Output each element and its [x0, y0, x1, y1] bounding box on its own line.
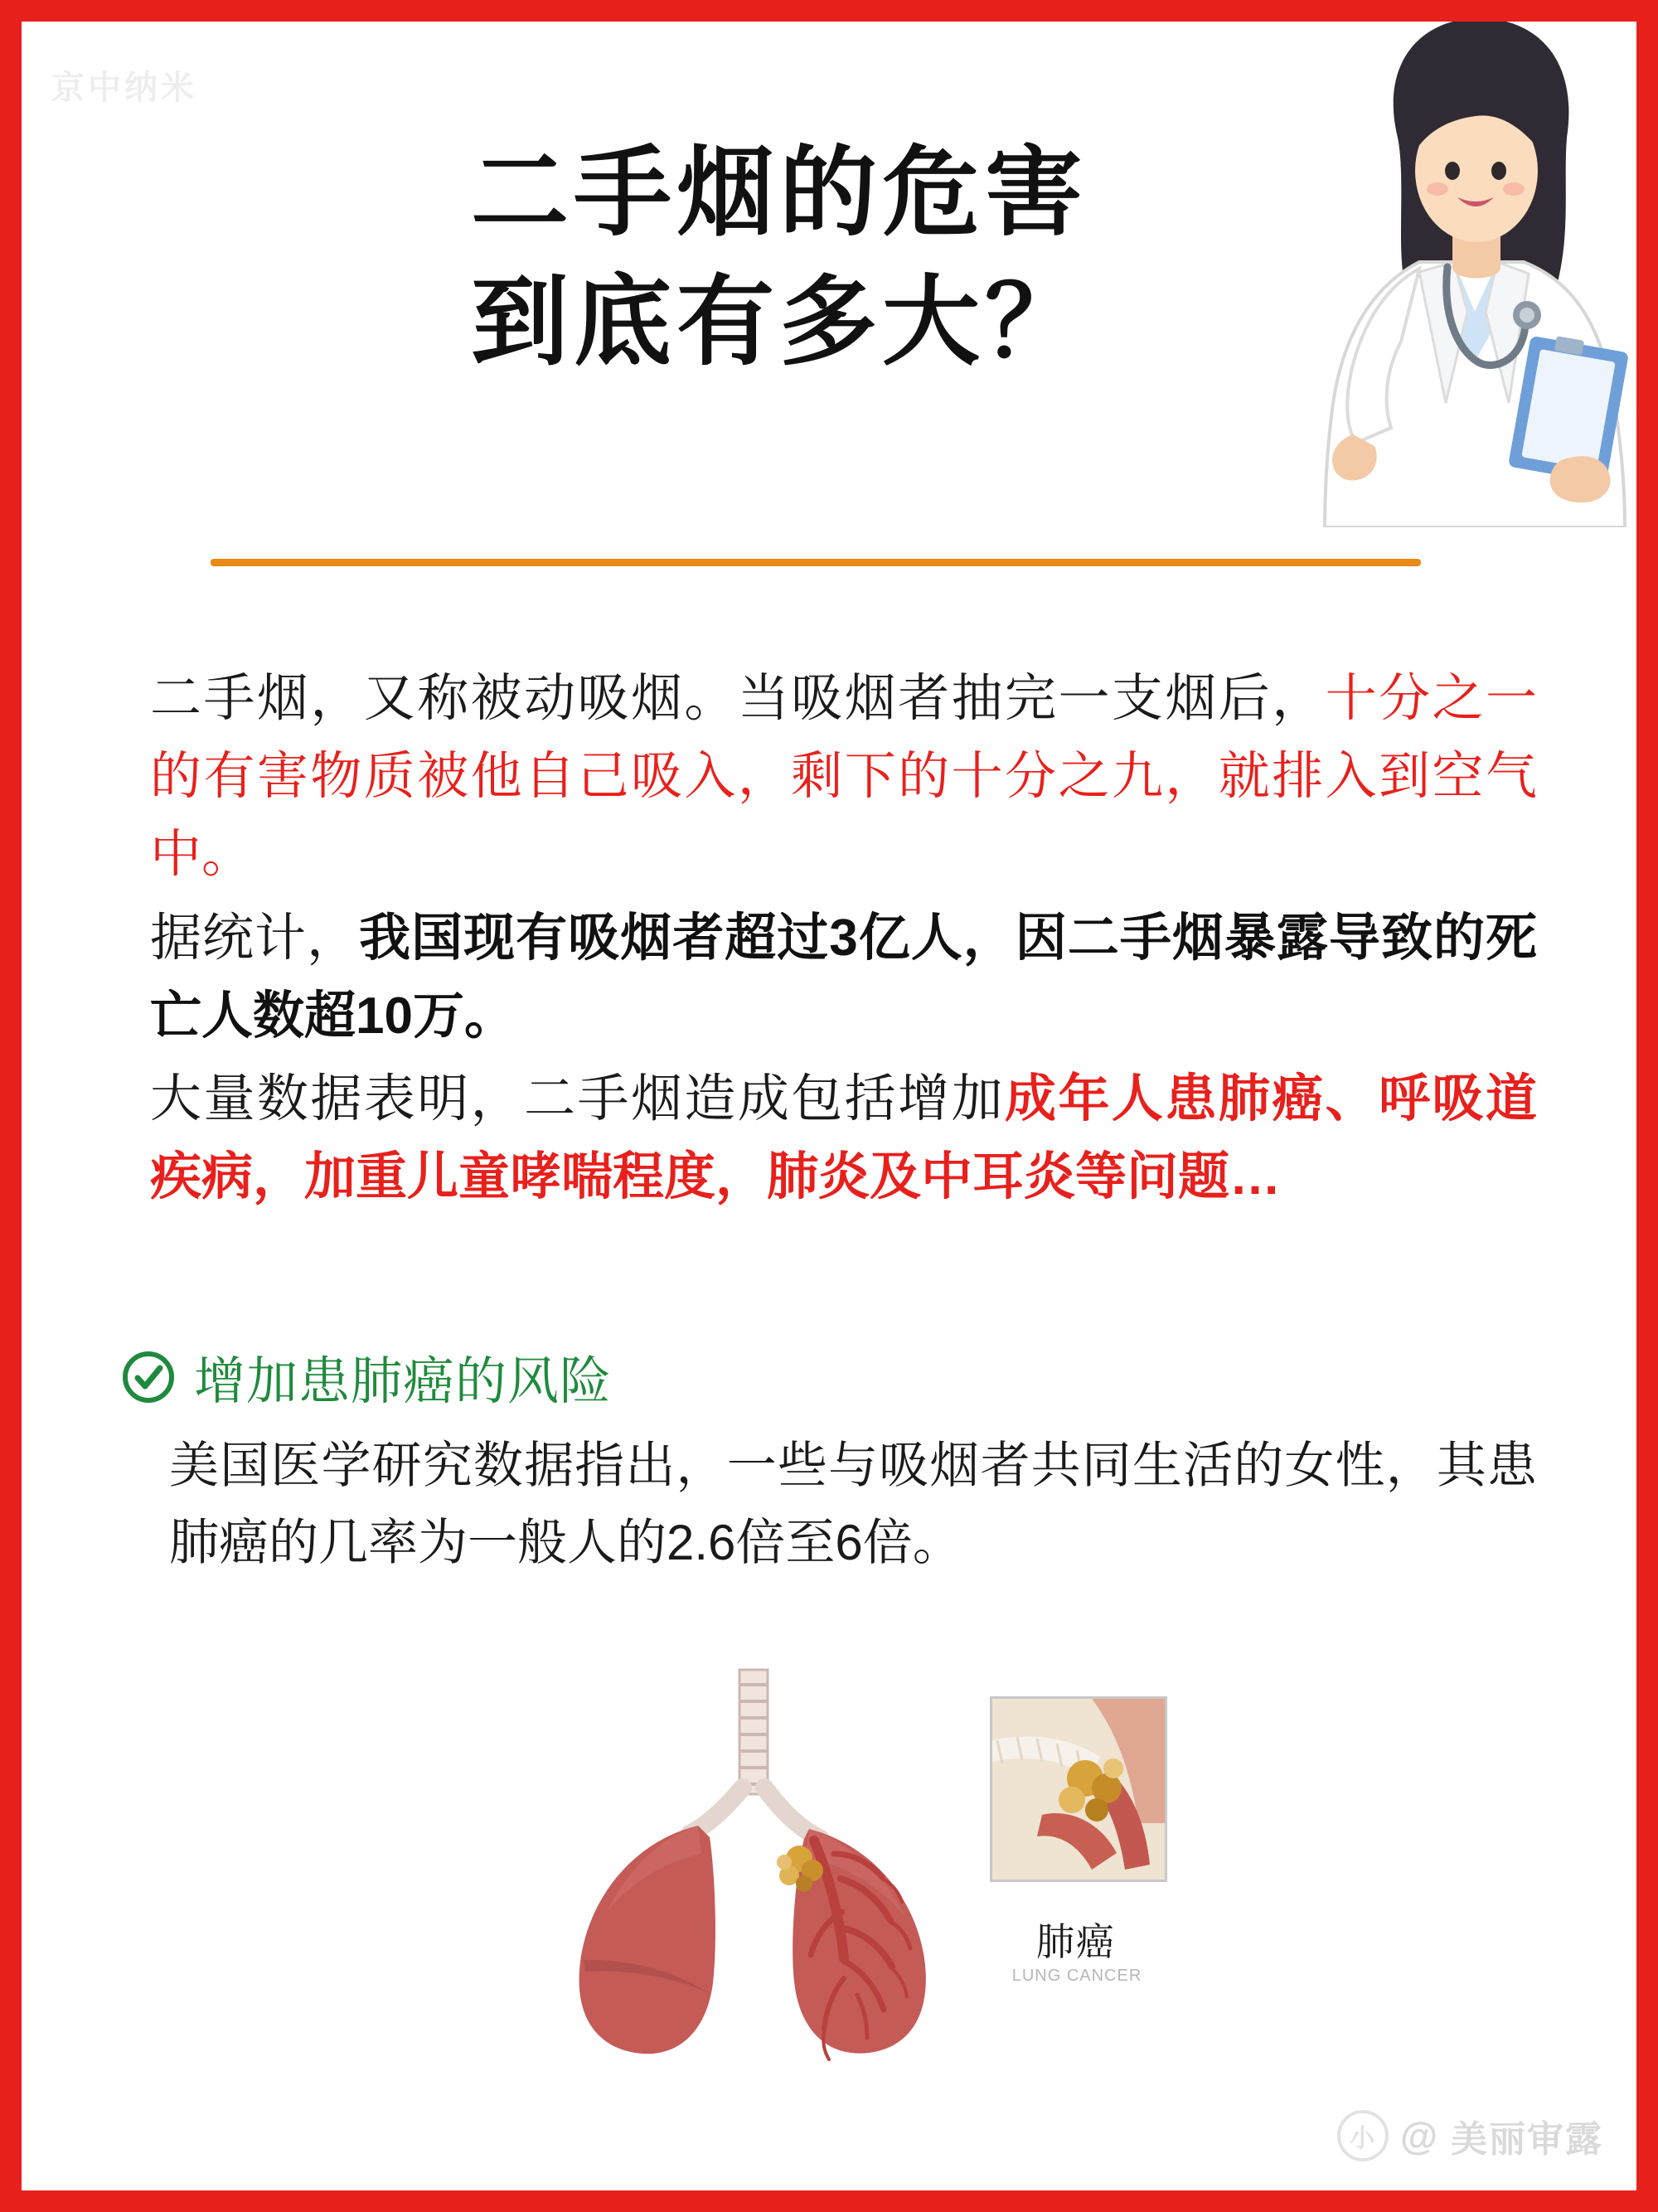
paragraph-2	[150, 900, 1537, 1055]
illustration-area	[22, 1663, 1636, 2127]
body-text	[150, 660, 1537, 1222]
watermark-at-symbol: @	[1400, 2114, 1439, 2157]
paragraph-1	[150, 660, 1537, 895]
watermark-bottom-text: 美丽审露	[1451, 2119, 1603, 2160]
section-lung-cancer-risk	[121, 1340, 1537, 1581]
p1-plain: 二手烟，又称被动吸烟。当吸烟者抽完一支烟后，	[150, 670, 1326, 727]
watermark-badge-icon: 小	[1337, 2110, 1389, 2161]
p2-bold: 我国现有吸烟者超过3亿人，因二手烟暴露导致的死亡人数超10万。	[150, 909, 1537, 1045]
title-line-1: 二手烟的危害	[470, 138, 1088, 248]
paragraph-3	[150, 1060, 1537, 1216]
page-title	[22, 129, 1636, 388]
p3-highlight: 成年人患肺癌、呼吸道疾病，加重儿童哮喘程度，肺炎及中耳炎等问题…	[150, 1070, 1537, 1206]
title-line-2: 到底有多大？	[470, 267, 1088, 377]
section-header	[121, 1340, 1537, 1414]
section-body: 美国医学研究数据指出，一些与吸烟者共同生活的女性，其患肺癌的几率为一般人的2.6倍至6倍。	[169, 1438, 1537, 1570]
lungs-illustration	[536, 1663, 967, 2082]
p2-plain: 据统计，	[150, 909, 360, 967]
p3-plain: 大量数据表明，二手烟造成包括增加	[150, 1070, 1006, 1128]
watermark-bottom	[1337, 2109, 1603, 2162]
section-title: 增加患肺癌的风险	[194, 1353, 613, 1410]
tumor-caption: 肺癌	[1036, 1920, 1116, 1963]
watermark-top-left: 京中纳米	[51, 70, 197, 106]
title-divider	[211, 559, 1421, 566]
poster-card	[22, 22, 1636, 2190]
p1-highlight: 十分之一的有害物质被他自己吸入，剩下的十分之九，就排入到空气中。	[150, 670, 1537, 884]
tumor-caption-sub: LUNG CANCER	[1011, 1967, 1142, 1985]
tumor-closeup-image	[990, 1696, 1167, 1882]
check-circle-icon	[121, 1350, 176, 1404]
